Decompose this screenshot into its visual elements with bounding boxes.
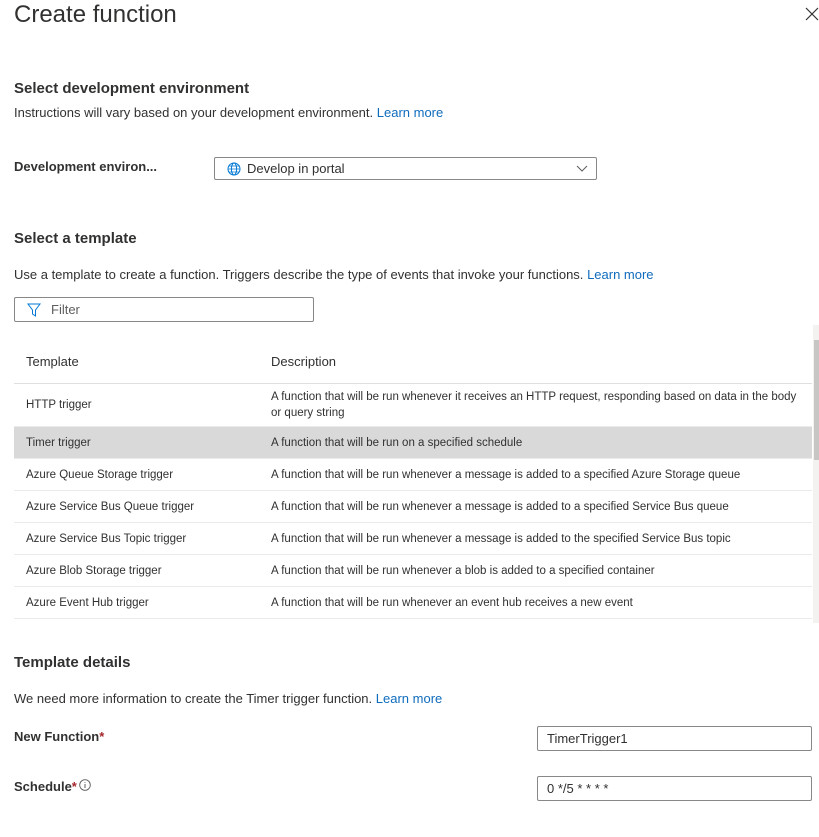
template-description: A function that will be run whenever a message is added to a specified Azure Storage queue xyxy=(271,468,741,481)
table-row[interactable] xyxy=(14,491,812,523)
filter-icon xyxy=(27,303,41,317)
details-description: We need more information to create the Timer trigger function. xyxy=(14,691,373,706)
template-heading: Select a template xyxy=(14,230,137,247)
required-mark: * xyxy=(99,729,105,744)
filter-placeholder: Filter xyxy=(51,302,80,317)
table-row[interactable] xyxy=(14,384,812,427)
template-name: Azure Queue Storage trigger xyxy=(26,468,174,481)
template-name: Azure Service Bus Topic trigger xyxy=(26,532,187,545)
close-icon[interactable] xyxy=(803,5,819,23)
template-description: A function that will be run whenever it receives an HTTP request, responding based on data in the body or query string xyxy=(271,391,797,419)
template-description: A function that will be run whenever a message is added to a specified Service Bus queue xyxy=(271,500,729,513)
template-name: Azure Event Hub trigger xyxy=(26,596,149,609)
table-row[interactable] xyxy=(14,427,812,459)
template-name: Azure Blob Storage trigger xyxy=(26,564,162,577)
scrollbar-thumb[interactable] xyxy=(814,340,819,460)
filter-input[interactable] xyxy=(14,297,314,322)
env-description: Instructions will vary based on your development environment. xyxy=(14,105,374,120)
table-header xyxy=(14,340,812,384)
template-description: Use a template to create a function. Triggers describe the type of events that invoke your functions. xyxy=(14,267,584,282)
env-learn-more-link[interactable]: Learn more xyxy=(376,105,444,120)
table-row[interactable] xyxy=(14,523,812,555)
new-function-input[interactable] xyxy=(537,726,812,751)
new-function-value: TimerTrigger1 xyxy=(547,731,628,746)
details-learn-more-link[interactable]: Learn more xyxy=(375,691,443,706)
template-name: Timer trigger xyxy=(26,436,91,449)
chevron-down-icon xyxy=(576,162,588,174)
template-description: A function that will be run on a specified schedule xyxy=(271,436,523,449)
table-row[interactable] xyxy=(14,587,812,619)
new-function-label: New Function xyxy=(14,729,100,744)
template-description: A function that will be run whenever a blob is added to a specified container xyxy=(271,564,655,577)
required-mark: * xyxy=(71,779,77,794)
schedule-value: 0 */5 * * * * xyxy=(547,781,609,796)
page-title: Create function xyxy=(14,1,177,28)
details-heading: Template details xyxy=(14,654,131,671)
template-learn-more-link[interactable]: Learn more xyxy=(587,267,654,282)
template-description: A function that will be run whenever an event hub receives a new event xyxy=(271,596,633,609)
template-name: Azure Service Bus Queue trigger xyxy=(26,500,195,513)
table-row[interactable] xyxy=(14,555,812,587)
globe-icon xyxy=(227,162,241,176)
column-description: Description xyxy=(271,353,337,369)
template-name: HTTP trigger xyxy=(26,399,92,411)
column-template: Template xyxy=(26,354,79,369)
template-table xyxy=(14,340,812,619)
schedule-input[interactable] xyxy=(537,776,812,801)
table-row[interactable] xyxy=(14,459,812,491)
template-description: A function that will be run whenever a message is added to the specified Service Bus topic xyxy=(271,532,731,545)
dev-env-label: Development environ... xyxy=(14,159,158,174)
dev-env-dropdown[interactable] xyxy=(214,157,597,180)
dev-env-value: Develop in portal xyxy=(247,161,345,176)
info-icon[interactable] xyxy=(79,779,91,791)
env-heading: Select development environment xyxy=(14,80,250,97)
schedule-label: Schedule xyxy=(14,779,72,794)
